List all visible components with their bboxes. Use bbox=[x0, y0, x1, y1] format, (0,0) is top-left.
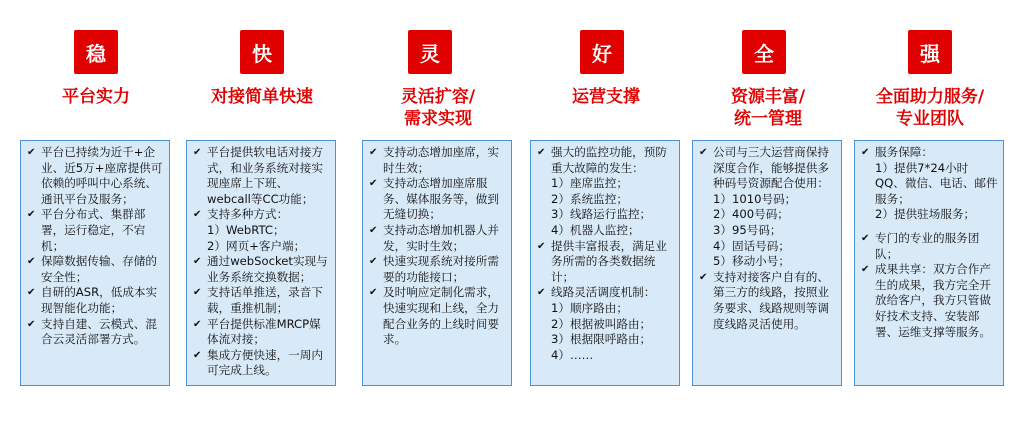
heading-line: 对接简单快速 bbox=[211, 87, 313, 107]
list-item: ✔ 平台提供标准MRCP媒体流对接； bbox=[193, 317, 330, 348]
list-subitem: 3）根据限呼路由； bbox=[551, 332, 652, 347]
heading-fast bbox=[186, 86, 338, 108]
list-item: ✔ 支持话单推送，录音下载，重推机制； bbox=[193, 285, 330, 316]
list-subitem: 3）95号码； bbox=[713, 222, 782, 237]
list-box-fast bbox=[186, 140, 336, 386]
list-item: ✔ 平台已持续为近千+企业、近5万+座席提供可依赖的呼叫中心系统、通讯平台及服务； bbox=[27, 145, 164, 207]
list-item: ✔ 平台提供软电话对接方式，和业务系统对接实现座席上下班、webcall等CC功能； bbox=[193, 145, 330, 207]
list-subitem: 2）网页+客户端； bbox=[207, 238, 306, 253]
list-item: ✔ 线路灵活调度机制： bbox=[537, 285, 674, 301]
list-item: ✔ 通过webSocket实现与业务系统交换数据； bbox=[193, 254, 330, 285]
heading-line: 需求实现 bbox=[404, 109, 472, 129]
list-item: ✔ 提供丰富报表，满足业务所需的各类数据统计； bbox=[537, 239, 674, 286]
list-item: ✔ 强大的监控功能，预防重大故障的发生： bbox=[537, 145, 674, 176]
list-subitem: 1）1010号码； bbox=[713, 191, 797, 206]
list-subitem: 2）系统监控； bbox=[551, 191, 628, 206]
heading-good bbox=[530, 86, 682, 108]
list-item: ✔ 支持动态增加座席，实时生效； bbox=[369, 145, 506, 176]
list-subitem: 5）移动小号； bbox=[713, 254, 790, 269]
list-item: ✔ 支持多种方式： bbox=[193, 207, 330, 223]
heading-line: 专业团队 bbox=[896, 109, 964, 129]
list-subitem: 4）机器人监控； bbox=[551, 222, 640, 237]
heading-flexible bbox=[362, 86, 514, 130]
list-subitem: 4）…… bbox=[551, 347, 594, 362]
list-box-stable bbox=[20, 140, 170, 386]
badge-complete: 全 bbox=[742, 30, 786, 74]
list-subitem: 2）400号码； bbox=[713, 207, 789, 222]
heading-line: 灵活扩容/ bbox=[400, 87, 476, 107]
list-item: ✔ 服务保障： bbox=[861, 145, 998, 161]
list-item: ✔ 及时响应定制化需求，快速实现和上线，全力配合业务的上线时间要求。 bbox=[369, 285, 506, 347]
list-subitem: 1）提供7*24小时QQ、微信、电话、邮件服务； bbox=[875, 160, 998, 206]
list-item: ✔ 支持动态增加机器人并发，实时生效； bbox=[369, 223, 506, 254]
list-item: ✔ 专门的专业的服务团队； bbox=[861, 231, 998, 262]
badge-good: 好 bbox=[580, 30, 624, 74]
list-box-flexible bbox=[362, 140, 512, 386]
badge-stable: 稳 bbox=[74, 30, 118, 74]
list-box-good bbox=[530, 140, 680, 386]
heading-stable bbox=[20, 86, 172, 108]
list-subitem: 2）提供驻场服务； bbox=[875, 207, 976, 222]
list-subitem: 1）顺序路由； bbox=[551, 300, 628, 315]
list-subitem: 1）座席监控； bbox=[551, 176, 628, 191]
list-box-strong bbox=[854, 140, 1004, 386]
heading-line: 全面助力服务/ bbox=[875, 87, 985, 107]
heading-line: 平台实力 bbox=[62, 87, 130, 107]
badge-strong: 强 bbox=[908, 30, 952, 74]
list-item: ✔ 支持动态增加座席服务、媒体服务等，做到无缝切换； bbox=[369, 176, 506, 223]
badge-flexible: 灵 bbox=[408, 30, 452, 74]
heading-line: 资源丰富/ bbox=[730, 87, 806, 107]
badge-fast: 快 bbox=[240, 30, 284, 74]
list-subitem: 1）WebRTC； bbox=[207, 222, 285, 237]
list-subitem: 3）线路运行监控； bbox=[551, 207, 652, 222]
list-item: ✔ 集成方便快速，一周内可完成上线。 bbox=[193, 348, 330, 379]
list-item: ✔ 成果共享：双方合作产生的成果，我方完全开放给客户，我方只管做好技术支持、安装部署、运维支撑等服务。 bbox=[861, 262, 998, 340]
list-item: ✔ 支持自建、云模式、混合云灵活部署方式。 bbox=[27, 317, 164, 348]
list-item: ✔ 平台分布式、集群部署，运行稳定，不宕机； bbox=[27, 207, 164, 254]
list-subitem: 2）根据被叫路由； bbox=[551, 316, 652, 331]
list-item: ✔ 自研的ASR，低成本实现智能化功能； bbox=[27, 285, 164, 316]
list-item: ✔ 快速实现系统对接所需要的功能接口； bbox=[369, 254, 506, 285]
heading-line: 统一管理 bbox=[734, 109, 802, 129]
heading-strong bbox=[854, 86, 1006, 130]
list-item: ✔ 支持对接客户自有的、第三方的线路，按照业务要求、线路规则等调度线路灵活使用。 bbox=[699, 270, 836, 332]
list-box-complete bbox=[692, 140, 842, 386]
heading-complete bbox=[692, 86, 844, 130]
list-item: ✔ 公司与三大运营商保持深度合作，能够提供多种码号资源配合使用： bbox=[699, 145, 836, 192]
list-subitem: 4）固话号码； bbox=[713, 238, 790, 253]
heading-line: 运营支撑 bbox=[572, 87, 640, 107]
list-item: ✔ 保障数据传输、存储的安全性； bbox=[27, 254, 164, 285]
